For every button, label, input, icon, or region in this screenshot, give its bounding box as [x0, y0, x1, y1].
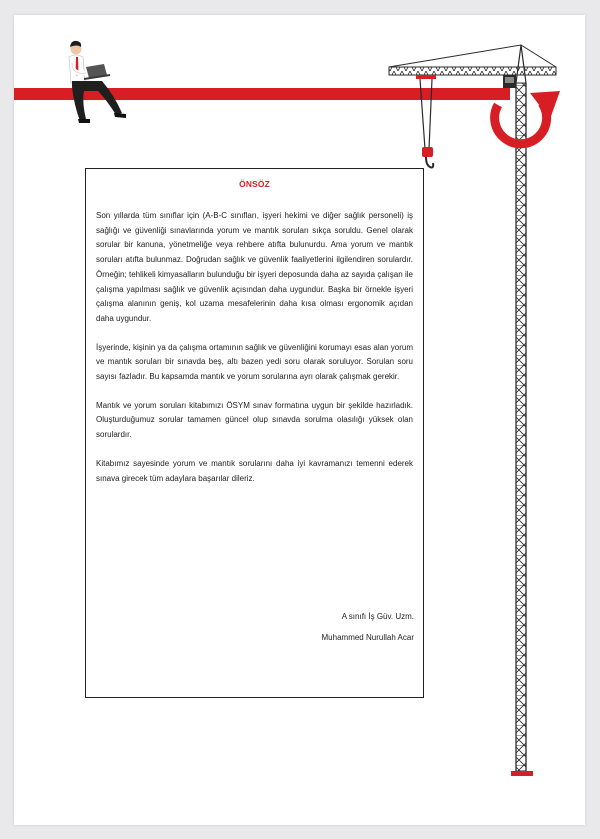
document-page: [14, 15, 585, 825]
paragraph-3: Mantık ve yorum soruları kitabımızı ÖSYM sınav formatına uygun bir şekilde hazırladık. Oluşturduğumuz sorular tamamen güncel olup sınavda sorulma olasılığı yüksek olan sorulardır.: [96, 400, 413, 440]
man-with-laptop: [69, 41, 126, 123]
paragraph-4: Kitabımız sayesinde yorum ve mantık sorularını daha iyi kavramanızı temenni ederek sınava girecek tüm adaylara başarılar dileriz.: [96, 458, 413, 483]
signature-name: Muhammed Nurullah Acar: [321, 633, 414, 642]
signature-title: A sınıfı İş Güv. Uzm.: [341, 612, 414, 621]
page-title: ÖNSÖZ: [239, 179, 270, 189]
preface-box: [85, 168, 424, 698]
paragraph-1: Son yıllarda tüm sınıflar için (A-B-C sınıfları, işyeri hekimi ve diğer sağlık personeli) iş sağlığı ve güvenliği sınavlarında yorum ve mantık soruları sıkça soruldu. Genel olarak sorular bir kanuna, yönetmeliğe veya rehbere atıfta bulunurdu. Ama yorum ve mantık soruları atıfta bulunmaz. Doğrudan sağlık ve güvenlik faaliyetlerini ilgilendiren sorulardır. Örneğin; tehlikeli kimyasalların bulunduğu bir işyeri deposunda daha az sayıda çalışan ile çalışma yapılması sağlık ve güvenlik açısından daha uygundur. Başka bir örnekle işyeri çalışma alanının geniş, kol uzama mesafelerinin daha kısa olması ergonomik açıdan daha uygundur.: [96, 211, 413, 323]
signature-block: [322, 606, 414, 648]
paragraph-2: İşyerinde, kişinin ya da çalışma ortamının sağlık ve güvenliğini korumayı esas alan yorum ve mantık soruları bir sınavda beş, altı bazen yedi soru olarak soruluyor. Sorulan soru sayısı fazladır. Bu kapsamda mantık ve yorum sorularına ayrı olarak çalışmak gerekir.: [96, 342, 413, 382]
